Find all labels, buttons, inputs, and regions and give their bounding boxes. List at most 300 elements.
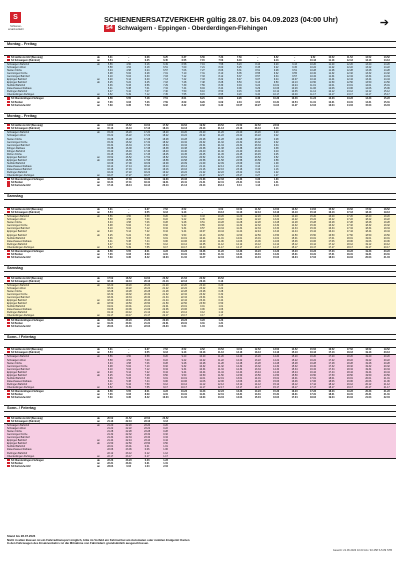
departure-time: 23.52 xyxy=(254,155,261,159)
departure-time: 22.01 xyxy=(107,445,114,449)
departure-time: 19.58 xyxy=(180,158,187,162)
departure-time: 6.36 xyxy=(126,256,131,260)
departure-time: 0.23 xyxy=(200,318,205,322)
departure-time: 18.52 xyxy=(383,207,390,211)
departure-time: 23.13 xyxy=(144,419,151,423)
departure-time: 13.22 xyxy=(273,218,280,222)
departure-time: 10.13 xyxy=(217,210,224,214)
spacer-bar xyxy=(4,340,396,348)
departure-time: 9.28 xyxy=(181,221,187,225)
departure-time: 17.17 xyxy=(310,385,317,389)
departure-time xyxy=(212,420,230,423)
departure-time: 21.34 xyxy=(217,143,224,147)
departure-time: 11.31 xyxy=(217,252,224,256)
departure-time: 8.35 xyxy=(236,71,242,75)
departure-time: 9.35 xyxy=(255,90,261,94)
departure-time: 14.28 xyxy=(383,68,390,72)
departure-time: 9.45 xyxy=(292,65,297,69)
stop-label xyxy=(4,127,96,130)
departure-time: 18.50 xyxy=(365,233,372,237)
timetable-row xyxy=(4,211,396,214)
departure-time: 23.45 xyxy=(254,152,261,156)
departure-time: 13.04 xyxy=(236,256,243,260)
arrival-departure-mark: ab xyxy=(97,131,100,135)
departure-time: 19.28 xyxy=(180,137,187,141)
departure-time xyxy=(285,325,303,328)
departure-time xyxy=(304,420,322,423)
departure-time: 0.14 xyxy=(236,184,242,188)
departure-time: 15.32 xyxy=(310,224,317,228)
departure-time: 0.22 xyxy=(255,171,261,175)
departure-time: 11.23 xyxy=(217,249,224,253)
logo-caption: Schienen- ersatzverkehr xyxy=(8,25,24,31)
departure-time: 9.23 xyxy=(163,390,168,394)
departure-time: 9.54 xyxy=(255,100,261,104)
departure-time: 7.07 xyxy=(144,90,150,94)
departure-time: 14.52 xyxy=(107,124,114,128)
departure-time: 7.39 xyxy=(144,376,150,380)
stop-name: S4 Oberderdingen-Flehingen xyxy=(11,458,44,462)
departure-time: 20.31 xyxy=(383,252,390,256)
departure-time: 11.31 xyxy=(199,393,206,397)
arrow-right-icon: ➔ xyxy=(379,17,389,29)
departure-time: 20.23 xyxy=(365,390,372,394)
arrival-departure-mark: an xyxy=(97,393,100,397)
departure-time: 11.27 xyxy=(199,256,206,260)
departure-time: 9.06 xyxy=(163,379,168,383)
departure-time: 19.32 xyxy=(383,224,390,228)
departure-time xyxy=(341,314,359,317)
departure-time: 16.22 xyxy=(310,358,317,362)
departure-time: 15.34 xyxy=(291,367,298,371)
departure-time: 7.06 xyxy=(181,68,187,72)
departure-time xyxy=(322,174,340,177)
section-title: Samstag xyxy=(4,194,396,200)
departure-time: 8.32 xyxy=(163,103,168,107)
departure-time: 21.28 xyxy=(217,137,224,141)
departure-time: 16.20 xyxy=(125,131,132,135)
departure-time: 8.50 xyxy=(218,90,224,94)
bus-icon xyxy=(7,325,10,327)
departure-time: 21.32 xyxy=(162,292,169,296)
departure-time: 8.37 xyxy=(236,74,242,78)
departure-time: 15.04 xyxy=(273,256,280,260)
departure-time: 17.04 xyxy=(310,256,317,260)
spacer-bar xyxy=(4,259,396,263)
arrival-departure-mark: ab xyxy=(97,390,100,394)
departure-time: 18.32 xyxy=(107,292,114,296)
departure-time: 9.06 xyxy=(163,239,168,243)
stop-name: S4 Karlsruhe Hbf xyxy=(11,103,31,107)
departure-time: 7.33 xyxy=(200,74,205,78)
departure-time: 7.18 xyxy=(144,97,150,101)
departure-time xyxy=(175,420,193,423)
departure-time: 12.32 xyxy=(236,364,243,368)
departure-time: 23.06 xyxy=(125,448,132,452)
departure-time: 7.22 xyxy=(181,78,187,82)
stop-name: S4 Oberderdingen-Flehingen xyxy=(11,390,44,394)
stop-name: Zaisenhausen Rathaus xyxy=(7,164,32,168)
departure-time: 18.32 xyxy=(162,140,169,144)
departure-time: 23.27 xyxy=(236,174,243,178)
departure-time: 21.23 xyxy=(383,390,390,394)
departure-time: 0.23 xyxy=(144,458,150,462)
stop-label xyxy=(4,246,96,249)
departure-time: 6.04 xyxy=(107,68,113,72)
departure-time: 6.24 xyxy=(144,68,150,72)
departure-time: 7.44 xyxy=(181,87,187,91)
stop-name: Flehingen Bahnhof xyxy=(7,90,28,94)
departure-time: 1.23 xyxy=(218,318,224,322)
departure-time: 14.06 xyxy=(254,379,261,383)
departure-time: 17.23 xyxy=(310,390,317,394)
departure-time: 9.52 xyxy=(218,207,224,211)
departure-time: 19.14 xyxy=(144,184,151,188)
departure-time: 18.28 xyxy=(346,361,353,365)
arrival-departure-mark: an xyxy=(97,396,100,400)
departure-time: 13.13 xyxy=(254,351,261,355)
departure-time: 9.44 xyxy=(273,78,279,82)
departure-time: 17.20 xyxy=(328,355,335,359)
arrival-departure-mark: ab xyxy=(97,249,100,253)
departure-time: 14.52 xyxy=(291,348,298,352)
departure-time: 7.00 xyxy=(144,358,150,362)
departure-time: 9.46 xyxy=(255,97,261,101)
departure-time: 6.52 xyxy=(107,93,113,97)
departure-time: 12.28 xyxy=(346,68,353,72)
departure-time: 20.14 xyxy=(162,184,169,188)
departure-time: 7.34 xyxy=(163,87,168,91)
departure-time: 18.20 xyxy=(107,283,114,287)
departure-time: 15.50 xyxy=(310,233,317,237)
departure-time: 7.43 xyxy=(200,78,205,82)
bus-icon xyxy=(7,420,10,422)
departure-time: 19.23 xyxy=(107,318,114,322)
departure-time: 9.09 xyxy=(218,100,224,104)
departure-time: 4.52 xyxy=(126,358,131,362)
stop-label xyxy=(4,93,96,96)
departure-time: 7.06 xyxy=(144,361,150,365)
departure-time: 17.32 xyxy=(346,224,353,228)
departure-time: 16.34 xyxy=(125,143,132,147)
departure-time: 19.44 xyxy=(125,299,132,303)
departure-time: 10.06 xyxy=(180,239,187,243)
departure-time: 22.32 xyxy=(180,292,187,296)
departure-time: 9.44 xyxy=(181,370,187,374)
stop-name: S4 Oberderdingen-Flehingen xyxy=(11,318,44,322)
departure-time: 15.44 xyxy=(310,230,317,234)
departure-time: 21.27 xyxy=(199,174,206,178)
stop-name: Gemmingen Kirche xyxy=(7,433,28,437)
departure-time: 5.55 xyxy=(126,97,131,101)
departure-time xyxy=(378,127,396,130)
stop-name: S4 Schwaigern (Bahnhof) xyxy=(11,58,40,62)
departure-time: 18.20 xyxy=(162,131,169,135)
departure-time: 23.20 xyxy=(199,283,206,287)
departure-time: 14.01 xyxy=(273,236,280,240)
departure-time: 21.13 xyxy=(217,127,224,131)
departure-time: 10.46 xyxy=(291,97,298,101)
departure-time: 19.12 xyxy=(346,382,353,386)
departure-time: 10.32 xyxy=(310,71,317,75)
departure-time: 20.52 xyxy=(162,276,169,280)
departure-time: 9.04 xyxy=(236,84,242,88)
departure-time: 12.20 xyxy=(346,62,353,66)
departure-time: 18.33 xyxy=(144,178,151,182)
stop-name: S4 Heilbronn Hbf (Bussteig) xyxy=(11,416,43,420)
stop-label xyxy=(4,256,96,259)
departure-time: 17.32 xyxy=(328,364,335,368)
departure-time: 13.34 xyxy=(365,74,372,78)
departure-time: 11.27 xyxy=(291,103,298,107)
departure-time: 11.13 xyxy=(236,210,243,214)
departure-time: 8.42 xyxy=(144,256,150,260)
departure-time: 21.22 xyxy=(217,134,224,138)
departure-time: 15.06 xyxy=(291,239,298,243)
departure-time: 0.44 xyxy=(163,439,168,443)
departure-time: 11.12 xyxy=(199,382,206,386)
departure-time: 23.34 xyxy=(254,143,261,147)
departure-time: 22.52 xyxy=(199,276,206,280)
departure-time: 12.52 xyxy=(273,207,280,211)
departure-time: 13.32 xyxy=(254,364,261,368)
departure-time: 19.01 xyxy=(107,305,114,309)
departure-time: 5.38 xyxy=(126,379,131,383)
arrival-departure-mark: ab xyxy=(97,178,100,182)
departure-time: 12.22 xyxy=(236,358,243,362)
departure-time: 22.04 xyxy=(144,324,151,328)
timetable-section xyxy=(4,41,396,111)
departure-time: 13.31 xyxy=(254,252,261,256)
departure-time: 19.52 xyxy=(144,276,151,280)
departure-time: 20.17 xyxy=(383,245,390,249)
departure-time: 10.22 xyxy=(217,218,224,222)
departure-time: 6.58 xyxy=(107,249,113,253)
departure-time: 20.06 xyxy=(365,379,372,383)
bus-icon xyxy=(7,256,10,258)
departure-time: 16.34 xyxy=(310,367,317,371)
departure-time: 20.52 xyxy=(199,155,206,159)
stop-name: Stetten Kirche xyxy=(7,430,23,434)
departure-time: 21.17 xyxy=(383,385,390,389)
departure-time xyxy=(359,465,377,468)
departure-time: 14.12 xyxy=(365,90,372,94)
departure-time: 23.04 xyxy=(162,324,169,328)
departure-time: 4.58 xyxy=(126,361,131,365)
departure-time: 10.13 xyxy=(310,58,317,62)
sev-logo-icon: S xyxy=(10,12,21,23)
departure-time: 20.22 xyxy=(144,286,151,290)
departure-time: 19.13 xyxy=(365,351,372,355)
departure-time: 10.28 xyxy=(217,221,224,225)
departure-time: 8.55 xyxy=(255,71,261,75)
departure-time: 1.09 xyxy=(273,161,279,165)
departure-time: 21.34 xyxy=(162,296,169,300)
departure-time: 20.13 xyxy=(383,351,390,355)
arrival-departure-mark: ab xyxy=(97,233,100,237)
stop-label xyxy=(4,465,96,468)
departure-time: 21.09 xyxy=(199,161,206,165)
departure-time: 21.14 xyxy=(180,184,187,188)
departure-time: 19.52 xyxy=(199,124,206,128)
timetable-row xyxy=(4,93,396,96)
departure-time: 17.14 xyxy=(125,164,132,168)
departure-time: 22.16 xyxy=(217,167,224,171)
departure-time: 23.23 xyxy=(125,458,132,462)
departure-time: 8.32 xyxy=(163,224,168,228)
departure-time: 7.19 xyxy=(200,62,205,66)
departure-time: 8.34 xyxy=(163,367,168,371)
departure-time: 6.36 xyxy=(107,84,113,88)
departure-time: 5.02 xyxy=(126,364,131,368)
departure-time: 19.33 xyxy=(162,178,169,182)
departure-time: 7.39 xyxy=(181,84,187,88)
departure-time: 7.59 xyxy=(144,103,150,107)
departure-time: 14.34 xyxy=(383,74,390,78)
departure-time: 20.01 xyxy=(125,305,132,309)
timetable-row xyxy=(4,455,396,458)
departure-time: 0.13 xyxy=(163,419,168,423)
departure-time: 0.22 xyxy=(163,427,168,431)
timetable-row xyxy=(4,280,396,283)
departure-time: 20.13 xyxy=(199,127,206,131)
departure-time: 7.22 xyxy=(144,370,150,374)
departure-time: 11.01 xyxy=(310,84,316,88)
departure-time: – xyxy=(201,210,204,214)
departure-time: 7.15 xyxy=(200,58,205,62)
departure-time: 0.40 xyxy=(273,149,279,153)
departure-time xyxy=(304,174,322,177)
departure-time: 23.32 xyxy=(254,140,261,144)
spacer-bar xyxy=(4,200,396,208)
departure-time: 23.58 xyxy=(254,158,261,162)
stop-name: Flehingen Bahnhof xyxy=(7,382,28,386)
departure-time xyxy=(341,455,359,458)
departure-time: 23.22 xyxy=(236,171,243,175)
stop-name: Sulzfeld Bahnhof xyxy=(7,305,26,309)
departure-time: 10.23 xyxy=(180,249,187,253)
timetable-row xyxy=(4,420,396,423)
departure-time: 9.34 xyxy=(273,74,279,78)
departure-time: 10.22 xyxy=(199,358,206,362)
departure-time: 16.12 xyxy=(291,382,298,386)
departure-time: 8.09 xyxy=(144,252,150,256)
departure-time: 19.28 xyxy=(125,289,132,293)
departure-time: 14.22 xyxy=(291,218,298,222)
departure-time: 8.44 xyxy=(163,370,168,374)
departure-time: 10.54 xyxy=(199,252,206,256)
departure-time: 14.28 xyxy=(273,361,280,365)
departure-time: 11.52 xyxy=(254,207,261,211)
departure-time: 16.52 xyxy=(328,348,335,352)
departure-time: 16.12 xyxy=(310,242,317,246)
departure-time: 8.01 xyxy=(144,390,150,394)
stop-name: Sulzfeld Bahnhof xyxy=(7,161,26,165)
stop-name: Gemmingen Kirche xyxy=(7,140,28,144)
departure-time: 14.23 xyxy=(365,97,372,101)
departure-time xyxy=(175,455,193,458)
departure-time: 20.44 xyxy=(144,299,151,303)
departure-time: 13.04 xyxy=(328,103,335,107)
departure-time: 10.17 xyxy=(273,93,280,97)
departure-time: 17.50 xyxy=(346,233,353,237)
departure-time: 21.12 xyxy=(144,311,151,315)
departure-time: 14.20 xyxy=(383,62,390,66)
departure-time: 20.50 xyxy=(383,373,390,377)
departure-time: 15.12 xyxy=(273,382,280,386)
departure-time: 11.22 xyxy=(328,65,335,69)
departure-time: 22.22 xyxy=(125,427,132,431)
departure-time: 9.51 xyxy=(200,221,205,225)
departure-time xyxy=(322,455,340,458)
departure-time: 22.01 xyxy=(162,305,169,309)
departure-time: 22.52 xyxy=(236,155,243,159)
arrival-departure-mark: an xyxy=(97,351,100,355)
departure-time: 15.28 xyxy=(107,137,114,141)
departure-time: 13.12 xyxy=(346,90,353,94)
departure-time xyxy=(230,280,248,283)
departure-time: 21.31 xyxy=(144,321,151,325)
stop-label xyxy=(4,174,96,177)
departure-time: 18.14 xyxy=(125,184,132,188)
departure-time: 22.44 xyxy=(125,439,132,443)
departure-time: 9.22 xyxy=(181,218,187,222)
departure-time: 19.01 xyxy=(346,376,353,380)
departure-time: 0.32 xyxy=(163,433,168,437)
departure-time: 21.22 xyxy=(107,427,114,431)
departure-time: 12.04 xyxy=(217,256,224,260)
departure-time: 17.34 xyxy=(328,367,335,371)
departure-time: 18.50 xyxy=(346,373,353,377)
departure-time: 6.03 xyxy=(126,252,131,256)
departure-time: 23.31 xyxy=(125,461,132,465)
departure-time: 12.17 xyxy=(217,385,224,389)
departure-time: 19.20 xyxy=(125,283,132,287)
departure-time: 12.44 xyxy=(346,78,353,82)
departure-time: 12.32 xyxy=(346,71,353,75)
arrival-departure-mark: an xyxy=(97,78,100,82)
departure-time: 8.20 xyxy=(163,355,168,359)
departure-time: 22.04 xyxy=(383,396,390,400)
departure-time: 10.34 xyxy=(199,367,206,371)
departure-time: 5.54 xyxy=(107,58,113,62)
stop-name: S4 Bretten xyxy=(11,181,23,185)
departure-time: 9.32 xyxy=(181,364,187,368)
stop-name: S4 Heilbronn Hbf (Bussteig) xyxy=(11,348,43,352)
stop-name: Gemmingen Kirche xyxy=(7,224,28,228)
departure-time: 14.06 xyxy=(365,87,372,91)
departure-time: 22.17 xyxy=(107,454,114,458)
departure-time: 16.27 xyxy=(107,174,114,178)
footer-note-no-bikes: In den Fahrzeugen des Ersatzverkehrs ist die Mitnahme von Fahrrädern grundsätzlich ausgeschlossen. xyxy=(7,541,150,546)
departure-time: 15.45 xyxy=(107,152,114,156)
departure-time: 17.44 xyxy=(346,230,353,234)
departure-time: 19.17 xyxy=(346,385,353,389)
departure-time: 15.31 xyxy=(383,100,390,104)
departure-time: 7.18 xyxy=(163,81,168,85)
departure-time: 16.09 xyxy=(107,161,114,165)
departure-time: 11.04 xyxy=(181,256,187,260)
departure-time: 22.12 xyxy=(107,451,114,455)
departure-time: 20.32 xyxy=(144,292,151,296)
departure-time: 10.01 xyxy=(273,84,280,88)
departure-time: 7.27 xyxy=(200,68,205,72)
departure-time: 20.12 xyxy=(125,311,132,315)
route-line xyxy=(104,25,267,32)
departure-time: 6.51 xyxy=(163,65,168,69)
stop-name: Oberderdingen-Flehingen xyxy=(7,314,35,318)
departure-time: 18.44 xyxy=(346,370,353,374)
